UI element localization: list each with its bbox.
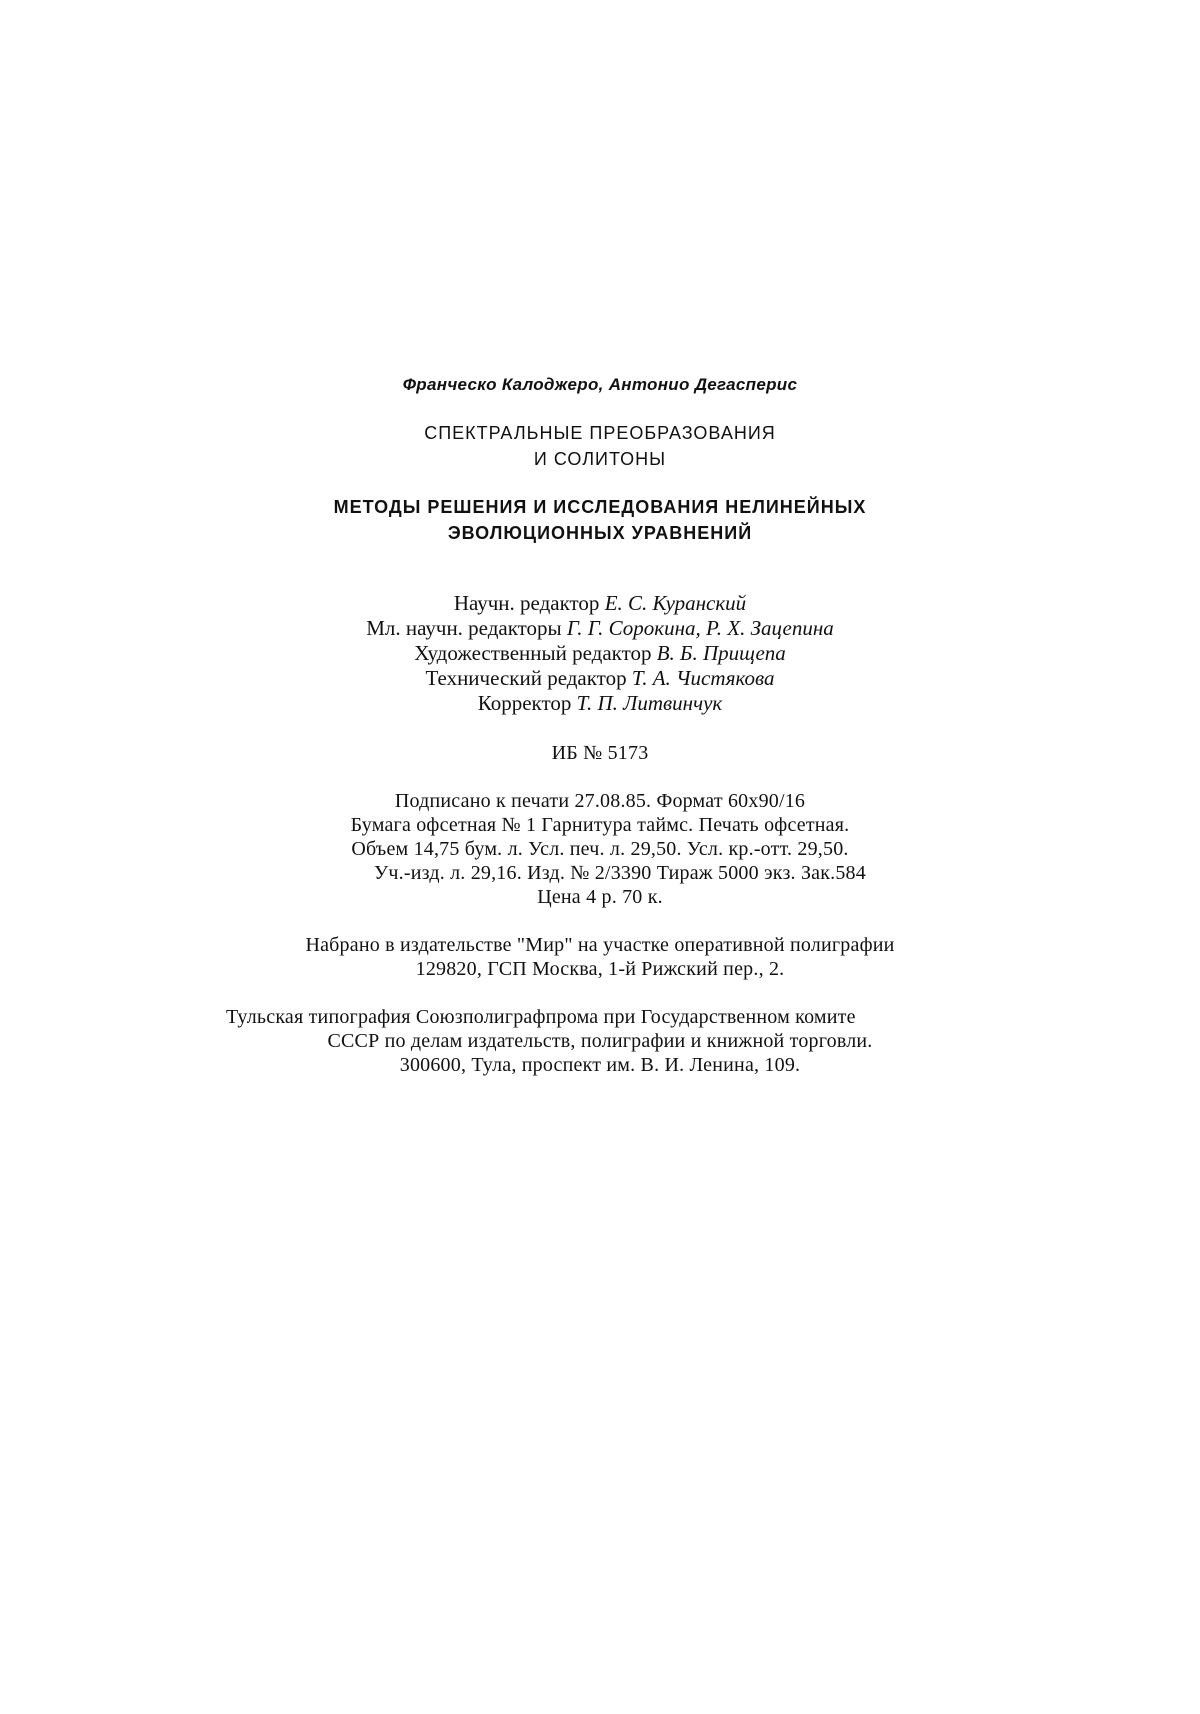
credit-role: Корректор bbox=[477, 691, 577, 715]
credit-role: Художественный редактор bbox=[414, 641, 657, 665]
subtitle-line-2: ЭВОЛЮЦИОННЫХ УРАВНЕНИЙ bbox=[447, 523, 753, 543]
authors: Франческо Калоджеро, Антонио Дегасперис bbox=[402, 375, 798, 394]
printer-info-line: СССР по делам издательств, полиграфии и книжной торговли. bbox=[327, 1030, 873, 1052]
typeset-info-line: 129820, ГСП Москва, 1-й Рижский пер., 2. bbox=[415, 958, 785, 980]
print-info-line: Подписано к печати 27.08.85. Формат 60x90/16 bbox=[394, 790, 806, 812]
credit-name: Т. П. Литвинчук bbox=[576, 691, 723, 715]
credit-name: Г. Г. Сорокина, Р. Х. Зацепина bbox=[566, 616, 834, 640]
subtitle-line-1: МЕТОДЫ РЕШЕНИЯ И ИССЛЕДОВАНИЯ НЕЛИНЕЙНЫХ bbox=[333, 497, 867, 517]
credit-role: Научн. редактор bbox=[453, 591, 605, 615]
print-info-line: Бумага офсетная № 1 Гарнитура таймс. Печать офсетная. bbox=[350, 814, 850, 836]
typeset-info-line: Набрано в издательстве "Мир" на участке оперативной полиграфии bbox=[305, 934, 895, 956]
ib-number: ИБ № 5173 bbox=[551, 742, 649, 764]
credit-name: Т. А. Чистякова bbox=[631, 666, 775, 690]
print-info-line: Уч.-изд. л. 29,16. Изд. № 2/3390 Тираж 5000 экз. Зак.584 bbox=[374, 862, 866, 884]
credit-line bbox=[0, 665, 1200, 691]
credit-role: Мл. научн. редакторы bbox=[366, 616, 567, 640]
credit-line bbox=[0, 590, 1200, 616]
printer-info-line: 300600, Тула, проспект им. В. И. Ленина, 109. bbox=[399, 1054, 801, 1076]
credit-name: Е. С. Куранский bbox=[604, 591, 747, 615]
credit-line bbox=[0, 690, 1200, 716]
credit-role: Технический редактор bbox=[425, 666, 632, 690]
printer-info-line: Тульская типография Союзполиграфпрома при Государственном комите bbox=[226, 1006, 856, 1028]
credit-line bbox=[0, 615, 1200, 641]
title-line-2: И СОЛИТОНЫ bbox=[533, 449, 667, 469]
credit-name: В. Б. Прищепа bbox=[656, 641, 786, 665]
print-info-line: Цена 4 р. 70 к. bbox=[537, 886, 663, 908]
credit-line bbox=[0, 640, 1200, 666]
title-line-1: СПЕКТРАЛЬНЫЕ ПРЕОБРАЗОВАНИЯ bbox=[424, 423, 776, 443]
print-info-line: Объем 14,75 бум. л. Усл. печ. л. 29,50. Усл. кр.-отт. 29,50. bbox=[351, 838, 849, 860]
